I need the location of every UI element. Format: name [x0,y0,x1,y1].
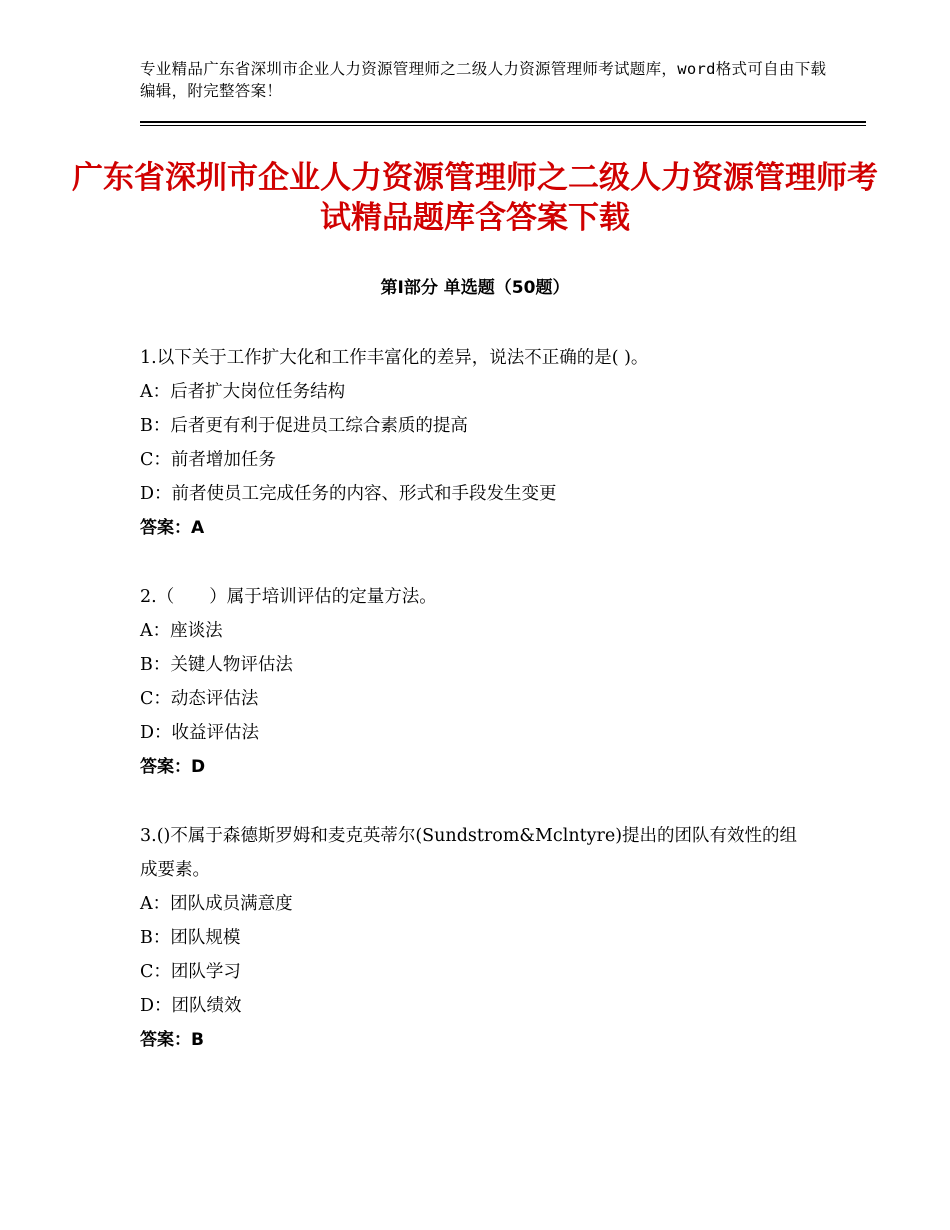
header-rule-thin [140,125,866,126]
answer: 答案：A [140,518,205,538]
question-stem: 3.()不属于森德斯罗姆和麦克英蒂尔(Sundstrom&Mclntyre)提出的团队有效性的组成要素。 [140,826,798,880]
header-note: 专业精品广东省深圳市企业人力资源管理师之二级人力资源管理师考试题库，word格式可自由下载编辑，附完整答案！ [140,60,827,100]
question-2 [140,580,840,784]
question-1 [140,341,840,545]
option-a: A：座谈法 [140,621,223,641]
option-c: C：动态评估法 [140,689,259,709]
answer: 答案：D [140,757,206,777]
option-c: C：团队学习 [140,962,241,982]
option-a: A：团队成员满意度 [140,894,293,914]
document-title: 广东省深圳市企业人力资源管理师之二级人力资源管理师考试精品题库含答案下载 [72,160,878,236]
option-b: B：后者更有利于促进员工综合素质的提高 [140,416,468,436]
question-stem: 1.以下关于工作扩大化和工作丰富化的差异，说法不正确的是( )。 [140,348,649,368]
section-heading: 第Ⅰ部分 单选题（50题） [380,278,570,298]
option-c: C：前者增加任务 [140,450,276,470]
question-3 [140,819,800,1057]
option-d: D：收益评估法 [140,723,260,743]
option-d: D：前者使员工完成任务的内容、形式和手段发生变更 [140,484,557,504]
question-stem: 2.（ ）属于培训评估的定量方法。 [140,587,437,607]
option-b: B：团队规模 [140,928,241,948]
option-b: B：关键人物评估法 [140,655,293,675]
option-d: D：团队绩效 [140,996,242,1016]
answer: 答案：B [140,1030,204,1050]
header-rule-thick [140,121,866,123]
option-a: A：后者扩大岗位任务结构 [140,382,346,402]
